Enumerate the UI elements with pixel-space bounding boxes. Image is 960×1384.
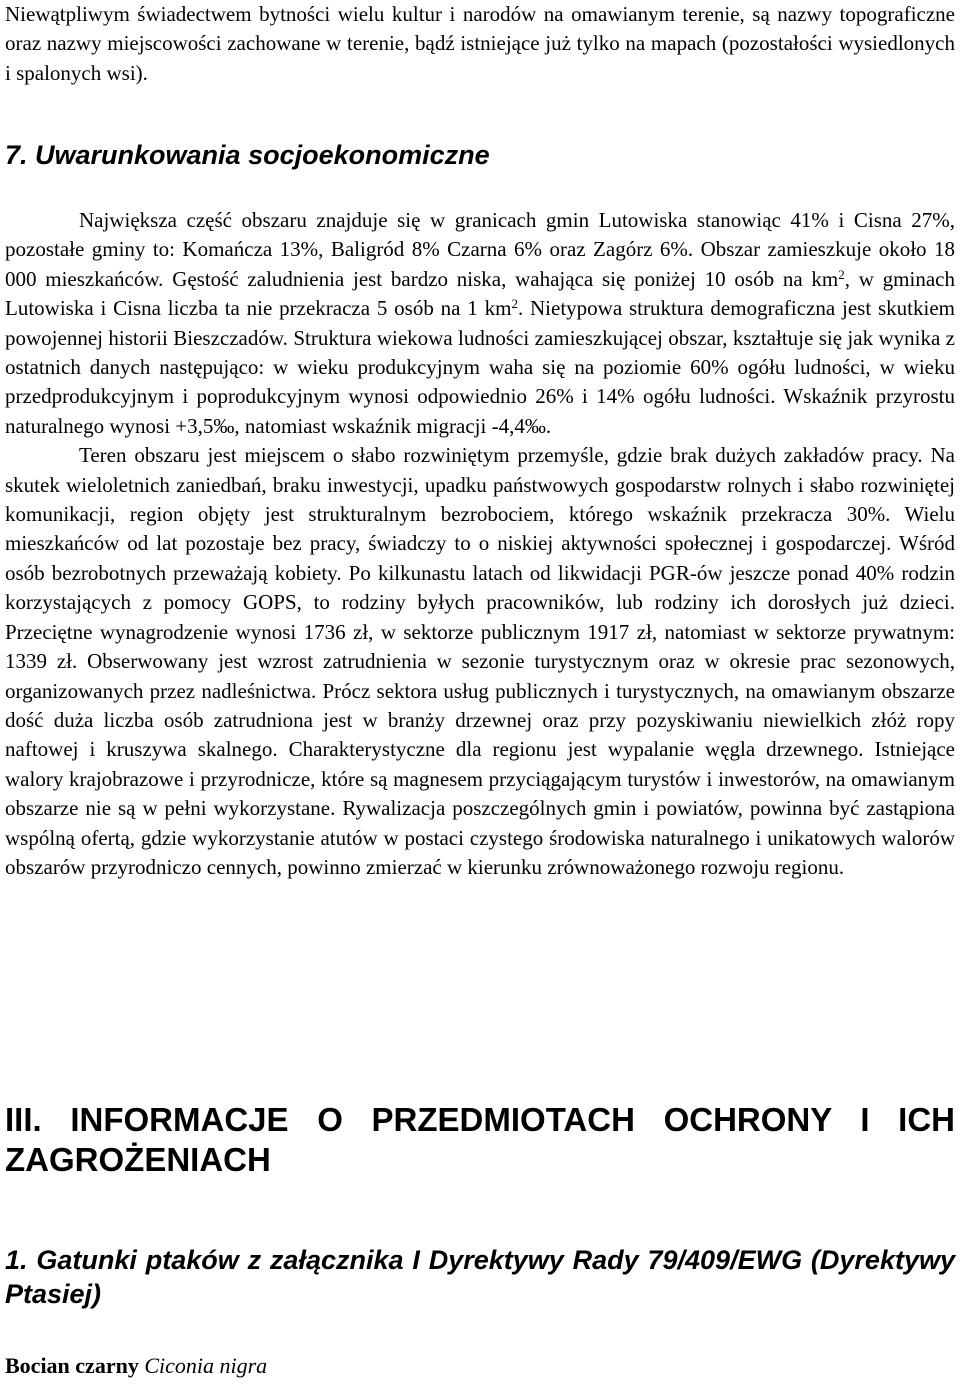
subsection-1-heading: 1. Gatunki ptaków z załącznika I Dyrektywy Rady 79/409/EWG (Dyrektywy Ptasiej) (5, 1245, 955, 1309)
section-7-paragraph-2: Teren obszaru jest miejscem o słabo rozwiniętym przemyśle, gdzie brak dużych zakładów pracy. Na skutek wieloletnich zaniedbań, braku inwestycji, upadku państwowych gospodarstw rolnych i słabo rozwiniętej komunikacji, region objęty jest strukturalnym bezrobociem, którego wskaźnik przekracza 30%. Wielu mieszkańców od lat pozostaje bez pracy, świadczy to o niskiej aktywności społecznej i gospodarczej. Wśród osób bezrobotnych przeważają kobiety. Po kilkunastu latach od likwidacji PGR-ów jeszcze ponad 40% rodzin korzystających z pomocy GOPS, to rodziny byłych pracowników, lub rodziny ich dorosłych już dzieci. Przeciętne wynagrodzenie wynosi 1736 zł, w sektorze publicznym 1917 zł, natomiast w sektorze prywatnym: 1339 zł. Obserwowany jest wzrost zatrudnienia w sezonie turystycznym oraz w okresie prac sezonowych, organizowanych przez nadleśnictwa. Prócz sektora usług publicznych i turystycznych, na omawianym obszarze dość duża liczba osób zatrudniona jest w branży drzewnej oraz przy pozyskiwaniu niewielkich złóż ropy naftowej i kruszywa skalnego. Charakterystyczne dla regionu jest wypalanie węgla drzewnego. Istniejące walory krajobrazowe i przyrodnicze, które są magnesem przyciągającym turystów i inwestorów, na omawianym obszarze nie są w pełni wykorzystane. Rywalizacja poszczególnych gmin i powiatów, powinna być zastąpiona wspólną ofertą, gdzie wykorzystanie atutów w postaci czystego środowiska naturalnego i unikatowych walorów obszarów przyrodniczo cennych, powinno zmierzać w kierunku zrównoważonego rozwoju regionu. (5, 443, 955, 879)
superscript-km2: 2 (511, 296, 518, 312)
section-7-paragraph-1 (5, 206, 955, 441)
intro-paragraph: Niewątpliwym świadectwem bytności wielu kultur i narodów na omawianym terenie, są nazwy topograficzne oraz nazwy miejscowości zachowane w terenie, bądź istniejące już tylko na mapach (pozostałości wysiedlonych i spalonych wsi). (5, 2, 955, 85)
paragraph-1-part-c: . Nietypowa struktura demograficzna jest skutkiem powojennej historii Bieszczadów. Struktura wiekowa ludności zamieszkującej obszar, kształtuje się jak wynika z ostatnich danych następująco: w wieku produkcyjnym waha się na poziomie 60% ogółu ludności, w wieku przedprodukcyjnym i poprodukcyjnym wynosi odpowiednio 26% i 14% ogółu ludności. Wskaźnik przyrostu naturalnego wynosi +3,5‰, natomiast wskaźnik migracji -4,4‰. (5, 296, 955, 438)
species-common-name: Bocian czarny (5, 1353, 139, 1378)
superscript-km2: 2 (838, 266, 845, 282)
section-7-heading: 7. Uwarunkowania socjoekonomiczne (5, 140, 490, 170)
paragraph-1-part-a: Największa część obszaru znajduje się w granicach gmin Lutowiska stanowiąc 41% i Cisna 27%, pozostałe gminy to: Komańcza 13%, Baligród 8% Czarna 6% oraz Zagórz 6%. Obszar zamieszkuje około 18 000 mieszkańców. Gęstość zaludnienia jest bardzo niska, wahająca się poniżej 10 osób na km (5, 208, 955, 291)
chapter-3-heading: III. INFORMACJE O PRZEDMIOTACH OCHRONY I ICH ZAGROŻENIACH (5, 1101, 955, 1178)
section-7-body (5, 206, 955, 882)
paragraph-1-part-b: , w gminach Lutowiska i Cisna liczba ta nie przekracza 5 osób na 1 km (5, 266, 955, 321)
species-heading (5, 1352, 955, 1380)
species-latin-name: Ciconia nigra (144, 1353, 268, 1378)
